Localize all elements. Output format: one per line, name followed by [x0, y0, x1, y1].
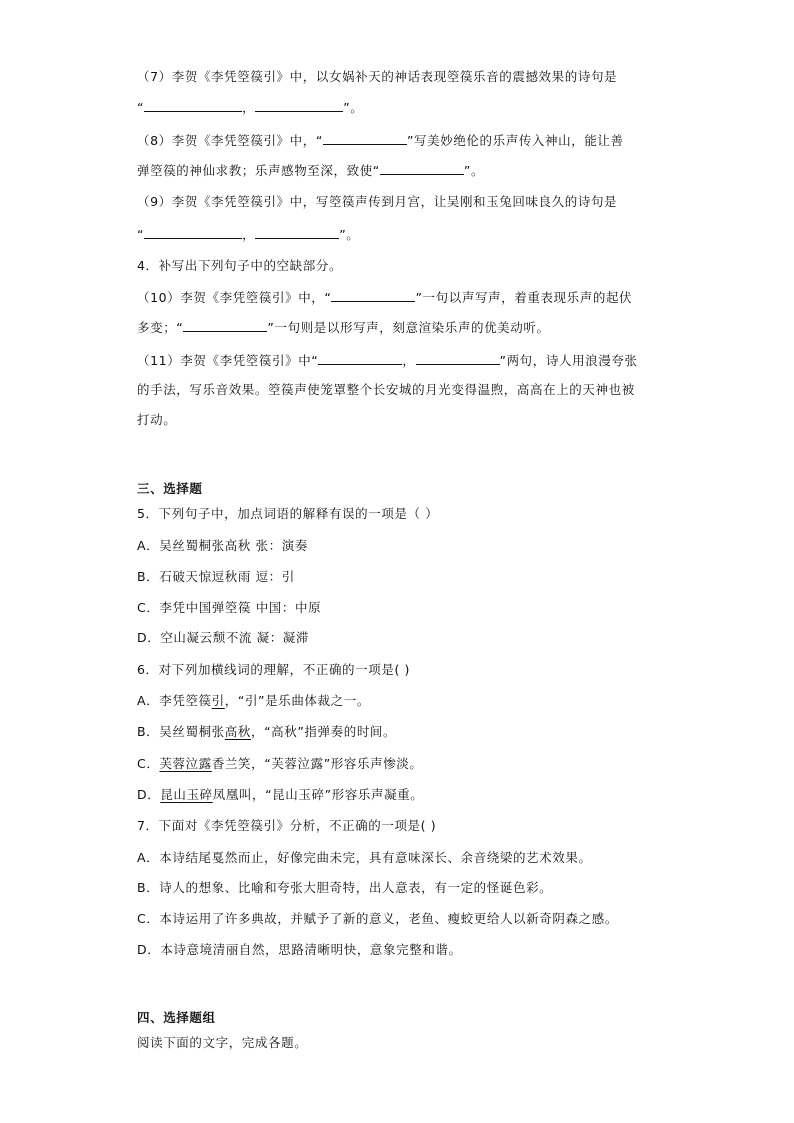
q7-option-b-text: B．诗人的想象、比喻和夸张大胆奇特，出人意表，有一定的怪诞色彩。 [137, 880, 553, 895]
q9-line2 [137, 225, 359, 244]
q6-b-post: ，“高秋”指弹奏的时间。 [250, 724, 397, 739]
q11-line3 [137, 411, 176, 429]
q9-blank-1[interactable] [144, 225, 242, 239]
q10-blank-1[interactable] [331, 288, 415, 302]
q7-line1 [137, 68, 617, 86]
q6-b-pre: B．吴丝蜀桐张 [137, 724, 225, 739]
section-4-instruction [137, 1034, 307, 1052]
q5-option-d[interactable] [137, 629, 309, 647]
section-4-title: 四、选择题组 [137, 1010, 216, 1025]
q8-line2-suffix: ”。 [463, 163, 485, 178]
q10-line2-prefix: 多变；“ [137, 320, 184, 335]
q6-b-underlined: 高秋 [224, 724, 251, 739]
q11-line1 [137, 351, 638, 370]
q8-prefix: （8）李贺《李凭箜篌引》中，“ [137, 133, 323, 148]
q7-blank-2[interactable] [255, 98, 343, 112]
q7-option-c[interactable] [137, 910, 618, 928]
q11-blank-1[interactable] [318, 351, 402, 365]
q6-stem [137, 661, 410, 679]
q7-option-a[interactable] [137, 849, 592, 867]
q9-open-quote: “ [137, 227, 145, 242]
q9-line1 [137, 193, 617, 211]
q7-option-c-text: C．本诗运用了许多典故，并赋予了新的意义，老鱼、瘦蛟更给人以新奇阴森之感。 [137, 911, 618, 926]
q7-close: ”。 [343, 100, 364, 115]
q6-d-underlined: 昆山玉碎 [160, 787, 213, 802]
section-3-heading [137, 480, 203, 498]
q8-blank-2[interactable] [380, 161, 464, 175]
q6-option-b[interactable] [137, 723, 396, 741]
q11-comma: ， [402, 353, 416, 368]
q11-line2-text: 的手法，写乐音效果。箜篌声使笼罩整个长安城的月光变得温煦，高高在上的天神也被 [137, 382, 635, 397]
q7-option-b[interactable] [137, 879, 552, 897]
q6-d-post: 凤凰叫，“昆山玉碎”形容乐声凝重。 [212, 787, 424, 802]
q8-line2 [137, 161, 484, 180]
q7-comma: ， [242, 100, 256, 115]
q6-a-post: ，“引”是乐曲体裁之一。 [224, 693, 370, 708]
q9-comma: ， [242, 227, 256, 242]
q10-line1 [137, 288, 632, 307]
q7-choice-stem-text: 7．下面对《李凭箜篌引》分析，不正确的一项是( ) [137, 818, 437, 833]
q7-text: （7）李贺《李凭箜篌引》中，以女娲补天的神话表现箜篌乐音的震撼效果的诗句是 [137, 69, 618, 84]
q5-option-b-text: B．石破天惊逗秋雨 逗：引 [137, 569, 295, 584]
q6-option-c[interactable] [137, 755, 423, 773]
q8-line1 [137, 131, 624, 150]
q5-option-a[interactable] [137, 537, 308, 555]
q5-option-b[interactable] [137, 568, 295, 586]
q8-middle: ”写美妙绝伦的乐声传入神山，能让善 [406, 133, 624, 148]
q10-prefix: （10）李贺《李凭箜篌引》中，“ [137, 290, 332, 305]
heading-4-text: 4．补写出下列句子中的空缺部分。 [137, 258, 343, 273]
section-4-instruction-text: 阅读下面的文字，完成各题。 [137, 1035, 308, 1050]
q9-blank-2[interactable] [255, 225, 339, 239]
q8-line2-prefix: 弹箜篌的神仙求教；乐声感物至深，致使“ [137, 163, 380, 178]
q7-option-d[interactable] [137, 941, 462, 959]
q6-c-underlined: 芙蓉泣露 [159, 756, 212, 771]
q11-blank-2[interactable] [416, 351, 500, 365]
q6-d-pre: D． [137, 787, 161, 802]
q5-stem-text: 5．下列句子中，加点词语的解释有误的一项是（ ） [137, 506, 439, 521]
q11-prefix: （11）李贺《李凭箜篌引》中“ [137, 353, 319, 368]
q5-option-a-text: A．吴丝蜀桐张高秋 张：演奏 [137, 538, 308, 553]
q10-blank-2[interactable] [183, 318, 267, 332]
q11-line2 [137, 381, 635, 399]
section-4-heading [137, 1009, 216, 1027]
q8-blank-1[interactable] [323, 131, 407, 145]
q6-c-post: 香兰笑，“芙蓉泣露”形容乐声惨淡。 [211, 756, 423, 771]
q7-option-a-text: A．本诗结尾戛然而止，好像完曲未完，具有意味深长、余音绕梁的艺术效果。 [137, 850, 592, 865]
q10-middle: ”一句以声写声，着重表现乐声的起伏 [415, 290, 633, 305]
q11-line3-text: 打动。 [137, 412, 177, 427]
q6-option-a[interactable] [137, 692, 370, 710]
q7-choice-stem [137, 817, 436, 835]
q7-option-d-text: D．本诗意境清丽自然，思路清晰明快，意象完整和谐。 [137, 942, 462, 957]
q9-text: （9）李贺《李凭箜篌引》中，写箜篌声传到月宫，让吴刚和玉兔回味良久的诗句是 [137, 194, 618, 209]
q6-stem-text: 6．对下列加横线词的理解，不正确的一项是( ) [137, 662, 410, 677]
q5-stem [137, 505, 438, 523]
q6-a-underlined: 引 [211, 693, 225, 708]
q7-blank-1[interactable] [144, 98, 242, 112]
section-3-title: 三、选择题 [137, 481, 203, 496]
q10-line2 [137, 318, 550, 337]
q5-option-d-text: D．空山凝云颓不流 凝：凝滞 [137, 630, 309, 645]
q9-close: ”。 [339, 227, 360, 242]
q7-line2 [137, 98, 363, 117]
q7-open-quote: “ [137, 100, 145, 115]
q6-c-pre: C． [137, 756, 160, 771]
q10-line2-suffix: ”一句则是以形写声，刻意渲染乐声的优美动听。 [267, 320, 550, 335]
q5-option-c[interactable] [137, 599, 321, 617]
question-4-heading [137, 257, 342, 275]
q6-a-pre: A．李凭箜篌 [137, 693, 212, 708]
q11-middle: ”两句，诗人用浪漫夸张 [499, 353, 638, 368]
q6-option-d[interactable] [137, 786, 423, 804]
q5-option-c-text: C．李凭中国弹箜篌 中国：中原 [137, 600, 322, 615]
